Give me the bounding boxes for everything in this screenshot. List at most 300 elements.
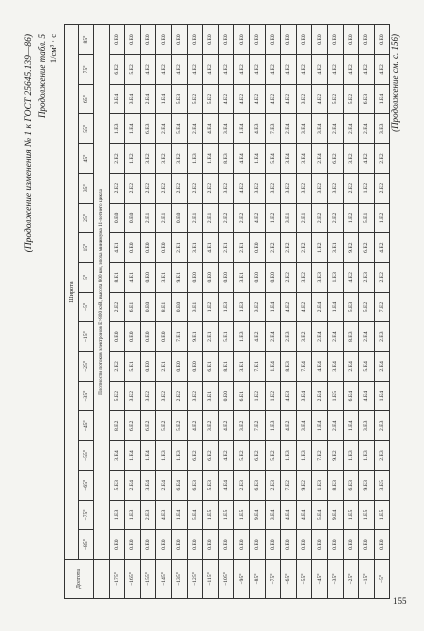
flux-value-cell: 0.E0 (109, 322, 125, 352)
flux-value-cell: 3.E4 (296, 144, 312, 174)
flux-value-cell: 3.E2 (140, 381, 156, 411)
flux-value-cell: 1.E3 (327, 262, 343, 292)
table-band-caption: Плотности потоков электронов E>800 кэВ, высота 800 км, эпоха минимума 11-летнего цикла (94, 25, 110, 560)
flux-value-cell: 0.E0 (249, 233, 265, 263)
flux-value-cell: 4.E4 (203, 114, 219, 144)
flux-value-cell: 2.E1 (234, 233, 250, 263)
flux-value-cell: 3.E2 (171, 144, 187, 174)
flux-value-cell: 3.E2 (249, 173, 265, 203)
flux-value-cell: 5.E2 (156, 411, 172, 441)
flux-value-cell: 1.E3 (109, 114, 125, 144)
flux-value-cell: 4.E2 (249, 55, 265, 85)
flux-value-cell: 4.E1 (109, 233, 125, 263)
flux-value-cell: 2.E1 (203, 203, 219, 233)
flux-value-cell: 4.E2 (312, 84, 328, 114)
longitude-cell: −45° (312, 559, 328, 598)
flux-value-cell: 6.E3 (249, 470, 265, 500)
flux-value-cell: 3.E3 (359, 411, 375, 441)
latitude-column-header: −85° (79, 530, 94, 560)
flux-value-cell: 2.E2 (109, 292, 125, 322)
latitude-column-header: 85° (79, 25, 94, 55)
flux-value-cell: 5.E2 (109, 381, 125, 411)
flux-value-cell: 5.E1 (218, 322, 234, 352)
flux-value-cell: 8.E3 (281, 352, 297, 382)
latitude-column-header: −35° (79, 381, 94, 411)
flux-value-cell: 0.E0 (265, 262, 281, 292)
flux-value-cell: 4.E2 (265, 55, 281, 85)
flux-value-cell: 0.E0 (203, 25, 219, 55)
flux-value-cell: 3.E1 (234, 352, 250, 382)
flux-value-cell: 1.E3 (109, 500, 125, 530)
flux-value-cell: 5.E3 (171, 84, 187, 114)
flux-value-cell: 1.E2 (265, 203, 281, 233)
flux-value-cell: 0.E0 (234, 25, 250, 55)
flux-value-cell: 2.E1 (156, 352, 172, 382)
flux-value-cell: 3.E1 (203, 381, 219, 411)
flux-value-cell: 1.E2 (374, 203, 390, 233)
flux-value-cell: 1.E2 (312, 233, 328, 263)
flux-value-cell: 7.E3 (265, 114, 281, 144)
flux-value-cell: 2.E2 (296, 233, 312, 263)
flux-value-cell: 0.E0 (171, 352, 187, 382)
flux-value-cell: 1.E5 (374, 500, 390, 530)
flux-value-cell: 2.E4 (265, 322, 281, 352)
flux-value-cell: 0.E0 (171, 203, 187, 233)
flux-value-cell: 5.E4 (312, 500, 328, 530)
flux-value-cell: 4.E1 (203, 233, 219, 263)
flux-value-cell: 8.E3 (343, 322, 359, 352)
flux-value-cell: 8.E3 (218, 144, 234, 174)
flux-value-cell: 0.E0 (125, 25, 141, 55)
longitude-cell: −175° (109, 559, 125, 598)
flux-value-cell: 3.E2 (125, 381, 141, 411)
longitude-cell: −95° (234, 559, 250, 598)
flux-value-cell: 0.E0 (374, 530, 390, 560)
flux-value-cell: 1.E2 (343, 203, 359, 233)
table-row (265, 25, 281, 599)
flux-value-cell: 4.E2 (171, 55, 187, 85)
flux-value-cell: 4.E2 (359, 55, 375, 85)
flux-value-cell: 9.E4 (249, 500, 265, 530)
flux-value-cell: 1.E2 (125, 144, 141, 174)
longitude-cell: −55° (296, 559, 312, 598)
flux-value-cell: 1.E4 (171, 500, 187, 530)
flux-value-cell: 1.E5 (203, 500, 219, 530)
flux-value-cell: 0.E0 (140, 322, 156, 352)
flux-value-cell: 4.E2 (374, 55, 390, 85)
table-row (218, 25, 234, 599)
latitude-column-header: −65° (79, 470, 94, 500)
flux-value-cell: 3.E4 (281, 144, 297, 174)
flux-value-cell: 4.E2 (187, 411, 203, 441)
flux-value-cell: 7.E1 (249, 352, 265, 382)
latitude-column-header: 45° (79, 144, 94, 174)
flux-value-cell: 3.E2 (343, 144, 359, 174)
flux-value-cell: 3.E3 (374, 114, 390, 144)
flux-value-cell: 1.E3 (359, 441, 375, 471)
flux-value-cell: 3.E4 (140, 470, 156, 500)
flux-value-cell: 9.E2 (296, 470, 312, 500)
flux-value-cell: 0.E0 (109, 203, 125, 233)
latitude-column-header: 35° (79, 173, 94, 203)
flux-value-cell: 3.E2 (218, 173, 234, 203)
flux-value-cell: 4.E2 (281, 55, 297, 85)
flux-value-cell: 5.E4 (359, 352, 375, 382)
flux-value-cell: 3.E4 (109, 84, 125, 114)
flux-value-cell: 3.E4 (218, 114, 234, 144)
flux-value-cell: 0.E0 (187, 25, 203, 55)
latitude-column-header: −45° (79, 411, 94, 441)
rotated-content (24, 24, 400, 599)
flux-value-cell: 0.E0 (156, 233, 172, 263)
flux-value-cell: 0.E0 (312, 25, 328, 55)
flux-value-cell: 0.E0 (187, 530, 203, 560)
flux-value-cell: 1.E5 (327, 381, 343, 411)
longitude-cell: −115° (203, 559, 219, 598)
flux-value-cell: 4.E3 (249, 114, 265, 144)
flux-value-cell: 0.E0 (265, 25, 281, 55)
table-body (109, 25, 390, 599)
flux-value-cell: 5.E2 (343, 84, 359, 114)
flux-value-cell: 2.E4 (359, 322, 375, 352)
flux-value-cell: 3.E4 (109, 441, 125, 471)
flux-value-cell: 4.E2 (234, 55, 250, 85)
flux-value-cell: 2.E2 (109, 144, 125, 174)
flux-value-cell: 0.E0 (140, 262, 156, 292)
flux-value-cell: 2.E4 (312, 144, 328, 174)
flux-value-cell: 1.E4 (374, 84, 390, 114)
flux-value-cell: 6.E2 (327, 144, 343, 174)
flux-value-cell: 1.E3 (156, 441, 172, 471)
flux-value-cell: 1.E2 (203, 292, 219, 322)
flux-value-cell: 2.E2 (109, 173, 125, 203)
flux-value-cell: 4.E2 (249, 322, 265, 352)
flux-value-cell: 3.E5 (374, 470, 390, 500)
flux-value-cell: 4.E2 (140, 55, 156, 85)
flux-value-cell: 4.E2 (281, 292, 297, 322)
flux-value-cell: 0.E0 (187, 262, 203, 292)
flux-value-cell: 4.E2 (359, 144, 375, 174)
flux-value-cell: 1.E3 (296, 441, 312, 471)
flux-value-cell: 2.E2 (281, 262, 297, 292)
flux-value-cell: 2.E2 (281, 233, 297, 263)
flux-value-cell: 4.E2 (218, 441, 234, 471)
flux-value-cell: 6.E1 (203, 352, 219, 382)
flux-value-cell: 0.E0 (218, 381, 234, 411)
flux-value-cell: 7.E1 (171, 322, 187, 352)
flux-value-cell: 4.E2 (249, 84, 265, 114)
flux-value-cell: 3.E2 (234, 411, 250, 441)
flux-value-cell: 0.E0 (187, 352, 203, 382)
flux-value-cell: 4.E2 (218, 411, 234, 441)
longitude-cell: −125° (187, 559, 203, 598)
flux-value-cell: 2.E4 (327, 411, 343, 441)
flux-value-cell: 6.E2 (109, 55, 125, 85)
flux-value-cell: 0.E0 (140, 352, 156, 382)
flux-value-cell: 0.E0 (156, 322, 172, 352)
latitude-column-header: 5° (79, 262, 94, 292)
flux-table (64, 24, 390, 599)
flux-value-cell: 3.E2 (296, 262, 312, 292)
table-row (187, 25, 203, 599)
latitude-column-header: 55° (79, 114, 94, 144)
flux-value-cell: 1.E4 (156, 84, 172, 114)
flux-value-cell: 7.E2 (281, 470, 297, 500)
longitude-cell: −135° (171, 559, 187, 598)
flux-value-cell: 5.E4 (187, 500, 203, 530)
longitude-cell: −145° (156, 559, 172, 598)
flux-value-cell: 2.E4 (140, 84, 156, 114)
table-continuation-label: Продолжение табл. 5 (37, 34, 47, 118)
flux-value-cell: 7.E4 (296, 352, 312, 382)
flux-value-cell: 4.E2 (312, 55, 328, 85)
flux-value-cell: 9.E4 (327, 500, 343, 530)
latitude-caption: Широта (65, 25, 79, 560)
flux-value-cell: 2.E4 (281, 114, 297, 144)
table-row (312, 25, 328, 599)
flux-value-cell: 2.E1 (296, 203, 312, 233)
flux-value-cell: 1.E5 (359, 500, 375, 530)
longitude-cell: −25° (343, 559, 359, 598)
flux-value-cell: 2.E1 (140, 203, 156, 233)
flux-value-cell: 4.E2 (343, 262, 359, 292)
flux-value-cell: 4.E2 (281, 84, 297, 114)
flux-value-cell: 1.E3 (171, 441, 187, 471)
flux-value-cell: 4.E2 (265, 84, 281, 114)
flux-value-cell: 2.E1 (203, 322, 219, 352)
flux-value-cell: 7.E2 (249, 411, 265, 441)
flux-value-cell: 5.E2 (265, 441, 281, 471)
flux-value-cell: 0.E0 (171, 25, 187, 55)
flux-value-cell: 0.E0 (234, 530, 250, 560)
unit-label: 1/см³ · с (48, 34, 58, 64)
flux-value-cell: 2.E4 (343, 352, 359, 382)
flux-value-cell: 3.E4 (265, 500, 281, 530)
flux-value-cell: 0.E0 (125, 203, 141, 233)
flux-value-cell: 2.E2 (327, 203, 343, 233)
table-row (140, 25, 156, 599)
flux-value-cell: 0.E0 (359, 530, 375, 560)
latitude-column-header: −55° (79, 441, 94, 471)
flux-value-cell: 2.E2 (218, 203, 234, 233)
flux-value-cell: 1.E4 (312, 411, 328, 441)
flux-value-cell: 0.E0 (140, 25, 156, 55)
flux-value-cell: 3.E2 (296, 84, 312, 114)
flux-value-cell: 9.E1 (187, 322, 203, 352)
flux-value-cell: 0.E0 (125, 233, 141, 263)
latitude-column-header: 15° (79, 233, 94, 263)
flux-value-cell: 5.E2 (187, 84, 203, 114)
page-number: 155 (393, 596, 407, 606)
flux-value-cell: 3.E2 (249, 292, 265, 322)
longitude-cell: −165° (125, 559, 141, 598)
table-row (296, 25, 312, 599)
flux-value-cell: 1.E4 (343, 411, 359, 441)
flux-value-cell: 2.E4 (125, 470, 141, 500)
latitude-column-header: −5° (79, 292, 94, 322)
flux-value-cell: 4.E4 (312, 352, 328, 382)
flux-value-cell: 0.E0 (312, 530, 328, 560)
flux-value-cell: 1.E4 (125, 441, 141, 471)
flux-value-cell: 1.E3 (218, 292, 234, 322)
flux-value-cell: 1.E4 (140, 441, 156, 471)
flux-value-cell: 3.E4 (296, 381, 312, 411)
latitude-column-header: 25° (79, 203, 94, 233)
table-row (109, 25, 125, 599)
table-row (343, 25, 359, 599)
flux-value-cell: 1.E4 (203, 144, 219, 174)
flux-value-cell: 3.E2 (156, 144, 172, 174)
flux-value-cell: 0.E0 (296, 530, 312, 560)
flux-value-cell: 2.E2 (374, 173, 390, 203)
latitude-column-header: −75° (79, 500, 94, 530)
flux-value-cell: 4.E4 (281, 500, 297, 530)
flux-value-cell: 3.E2 (187, 381, 203, 411)
flux-value-cell: 6.E1 (234, 381, 250, 411)
longitude-cell: −15° (359, 559, 375, 598)
flux-value-cell: 2.E3 (374, 322, 390, 352)
flux-value-cell: 1.E2 (359, 173, 375, 203)
flux-value-cell: 6.E2 (187, 441, 203, 471)
flux-value-cell: 4.E2 (281, 411, 297, 441)
flux-value-cell: 2.E2 (140, 173, 156, 203)
flux-value-cell: 1.E3 (187, 144, 203, 174)
flux-value-cell: 5.E2 (125, 55, 141, 85)
flux-value-cell: 2.E4 (343, 114, 359, 144)
flux-value-cell: 5.E2 (327, 84, 343, 114)
flux-value-cell: 8.E2 (109, 411, 125, 441)
flux-value-cell: 6.E4 (171, 470, 187, 500)
flux-value-cell: 2.E4 (374, 352, 390, 382)
flux-value-cell: 2.E4 (359, 114, 375, 144)
flux-value-cell: 3.E4 (312, 114, 328, 144)
flux-value-cell: 6.E2 (359, 233, 375, 263)
flux-value-cell: 3.E2 (296, 322, 312, 352)
document-title: (Продолжение изменения № 1 к ГОСТ 25645.139—86) (24, 34, 34, 253)
flux-value-cell: 5.E2 (234, 441, 250, 471)
flux-value-cell: 0.E0 (249, 262, 265, 292)
flux-value-cell: 2.E4 (327, 322, 343, 352)
flux-value-cell: 4.E2 (218, 84, 234, 114)
flux-value-cell: 3.E2 (296, 173, 312, 203)
flux-value-cell: 2.E4 (156, 470, 172, 500)
flux-value-cell: 4.E2 (296, 55, 312, 85)
table-row (234, 25, 250, 599)
flux-value-cell: 1.E4 (125, 114, 141, 144)
flux-value-cell: 2.E3 (374, 441, 390, 471)
flux-value-cell: 5.E3 (203, 470, 219, 500)
flux-value-cell: 0.E0 (140, 233, 156, 263)
flux-value-cell: 2.E2 (265, 233, 281, 263)
flux-value-cell: 2.E1 (156, 203, 172, 233)
longitude-header: Долгота (65, 559, 94, 598)
flux-value-cell: 3.E4 (296, 411, 312, 441)
flux-value-cell: 4.E2 (156, 55, 172, 85)
table-row (156, 25, 172, 599)
flux-value-cell: 2.E4 (312, 381, 328, 411)
longitude-cell: −85° (249, 559, 265, 598)
longitude-cell: −105° (218, 559, 234, 598)
flux-value-cell: 2.E3 (281, 322, 297, 352)
flux-value-cell: 0.E0 (218, 262, 234, 292)
flux-value-cell: 4.E1 (125, 262, 141, 292)
flux-value-cell: 4.E4 (359, 381, 375, 411)
flux-value-cell: 9.E2 (343, 233, 359, 263)
table-row (125, 25, 141, 599)
flux-value-cell: 1.E4 (249, 144, 265, 174)
flux-value-cell: 2.E2 (171, 381, 187, 411)
flux-value-cell: 2.E3 (265, 470, 281, 500)
flux-value-cell: 2.E4 (156, 114, 172, 144)
flux-value-cell: 6.E2 (125, 411, 141, 441)
flux-value-cell: 6.E3 (187, 470, 203, 500)
flux-value-cell: 0.E0 (296, 25, 312, 55)
latitude-column-header: −25° (79, 352, 94, 382)
flux-value-cell: 3.E2 (312, 173, 328, 203)
flux-value-cell: 2.E2 (203, 173, 219, 203)
flux-value-cell: 4.E3 (156, 500, 172, 530)
flux-value-cell: 2.E4 (327, 114, 343, 144)
flux-value-cell: 1.E3 (125, 500, 141, 530)
flux-value-cell: 3.E1 (156, 262, 172, 292)
table-row (171, 25, 187, 599)
flux-value-cell: 5.E2 (359, 292, 375, 322)
longitude-cell: −5° (374, 559, 390, 598)
flux-value-cell: 5.E2 (171, 411, 187, 441)
flux-value-cell: 5.E3 (343, 292, 359, 322)
flux-value-cell: 5.E1 (125, 352, 141, 382)
flux-value-cell: 9.E2 (327, 441, 343, 471)
flux-value-cell: 0.E0 (281, 530, 297, 560)
flux-value-cell: 2.E2 (187, 173, 203, 203)
flux-value-cell: 6.E2 (249, 441, 265, 471)
flux-value-cell: 4.E4 (218, 470, 234, 500)
flux-value-cell: 1.E3 (343, 441, 359, 471)
flux-value-cell: 0.E0 (249, 530, 265, 560)
flux-value-cell: 6.E4 (343, 381, 359, 411)
flux-value-cell: 4.E2 (374, 233, 390, 263)
flux-value-cell: 4.E3 (281, 381, 297, 411)
flux-value-cell: 3.E4 (296, 114, 312, 144)
flux-value-cell: 3.E1 (281, 203, 297, 233)
flux-value-cell: 1.E4 (374, 381, 390, 411)
flux-value-cell: 6.E2 (203, 441, 219, 471)
table-row (327, 25, 343, 599)
flux-value-cell: 8.E1 (218, 352, 234, 382)
flux-value-cell: 1.E4 (265, 352, 281, 382)
flux-value-cell: 1.E4 (265, 292, 281, 322)
flux-value-cell: 1.E5 (343, 500, 359, 530)
flux-value-cell: 0.E0 (265, 530, 281, 560)
flux-value-cell: 4.E2 (343, 55, 359, 85)
flux-value-cell: 3.E4 (125, 84, 141, 114)
flux-value-cell: 4.E4 (234, 144, 250, 174)
flux-value-cell: 4.E4 (296, 500, 312, 530)
flux-value-cell: 8.E3 (327, 470, 343, 500)
flux-value-cell: 0.E0 (327, 530, 343, 560)
flux-value-cell: 1.E4 (327, 292, 343, 322)
flux-value-cell: 1.E3 (234, 322, 250, 352)
flux-value-cell: 0.E0 (359, 25, 375, 55)
flux-value-cell: 0.E0 (171, 530, 187, 560)
flux-value-cell: 1.E2 (265, 381, 281, 411)
longitude-cell: −75° (265, 559, 281, 598)
table-row (281, 25, 297, 599)
flux-value-cell: 2.E1 (171, 233, 187, 263)
latitude-column-header: −15° (79, 322, 94, 352)
flux-value-cell: 4.E2 (296, 292, 312, 322)
flux-value-cell: 2.E3 (140, 500, 156, 530)
